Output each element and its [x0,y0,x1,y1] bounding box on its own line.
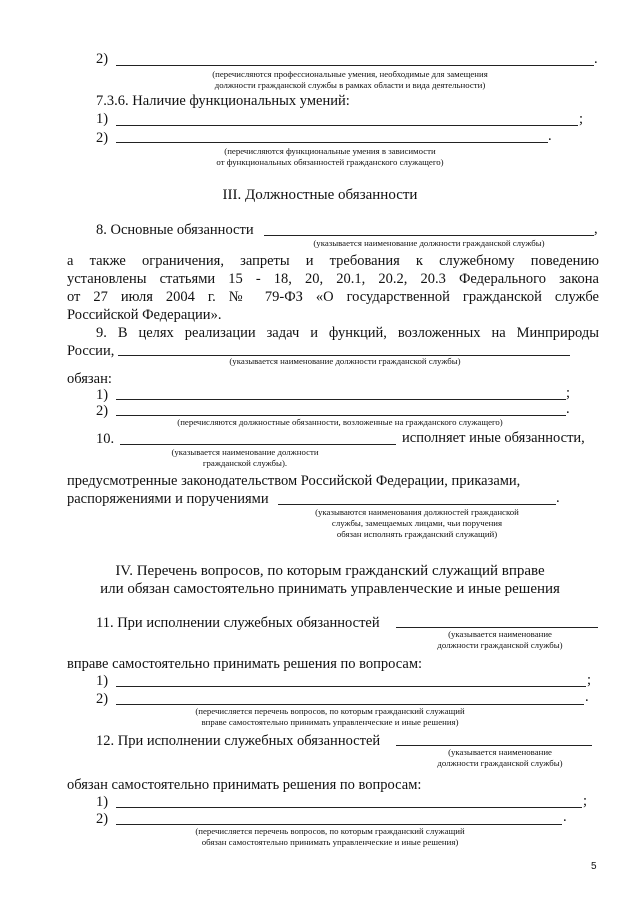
paragraph-line: 9. В целях реализации задач и функций, возложенных на Минприроды [96,325,599,341]
caption: обязан исполнять гражданский служащий) [336,529,498,539]
paragraph-line: вправе самостоятельно принимать решения по вопросам: [67,656,423,672]
caption: должности гражданской службы) [437,758,563,768]
fill-line[interactable] [116,807,582,808]
punctuation: ; [583,793,588,809]
caption: должности гражданской службы) [437,640,563,650]
list-number: 1) [96,673,109,689]
caption: (указывается наименование [448,747,552,757]
caption: гражданской службы). [202,458,288,468]
paragraph-line: установлены статьями 15 - 18, 20, 20.1, 20.2, 20.3 Федерального закона [67,271,599,287]
section-title: IV. Перечень вопросов, по которым гражданский служащий вправе [115,563,545,579]
punctuation: . [548,128,552,144]
caption: обязан самостоятельно принимать управленческие и иные решения) [201,837,459,847]
punctuation: , [594,221,598,237]
paragraph-line: обязан самостоятельно принимать решения по вопросам: [67,777,422,793]
paragraph-line: а также ограничения, запреты и требования к служебному поведению [67,253,599,269]
punctuation: ; [587,672,592,688]
fill-line[interactable] [116,415,566,416]
caption: (перечисляются должностные обязанности, возложенные на гражданского служащего) [177,417,503,427]
caption: (указывается наименование должности гражданской службы) [229,356,461,366]
fill-line[interactable] [116,125,578,126]
caption: (указывается наименование должности [171,447,319,457]
fill-line[interactable] [396,745,592,746]
caption: (перечисляется перечень вопросов, по которым гражданский служащий [195,706,465,716]
punctuation: . [556,490,560,506]
fill-line[interactable] [116,824,562,825]
list-number: 10. [96,431,115,447]
fill-line[interactable] [396,627,598,628]
paragraph-lead: России, [67,343,115,359]
paragraph-text: исполняет иные обязанности, [402,430,585,446]
list-number: 1) [96,387,109,403]
fill-line[interactable] [116,686,586,687]
punctuation: . [585,689,589,705]
caption: (указывается наименование должности гражданской службы) [313,238,545,248]
section-title: или обязан самостоятельно принимать управленческие и иные решения [100,581,560,597]
punctuation: ; [566,385,571,401]
list-number: 2) [96,811,109,827]
paragraph-line: Российской Федерации». [67,307,222,323]
punctuation: . [594,51,598,67]
fill-line[interactable] [264,235,594,236]
caption: должности гражданской службы в рамках области и вида деятельности) [214,80,486,90]
caption: службы, замещаемых лицами, чьи поручения [331,518,503,528]
fill-line[interactable] [278,504,556,505]
punctuation: . [566,401,570,417]
section-title: III. Должностные обязанности [222,187,418,203]
caption: вправе самостоятельно принимать управленческие и иные решения) [201,717,459,727]
list-number: 2) [96,403,109,419]
caption: (перечисляются профессиональные умения, необходимые для замещения [212,69,488,79]
obliged-label: обязан: [67,371,112,387]
paragraph-lead: 8. Основные обязанности [96,222,254,238]
punctuation: ; [579,111,584,127]
list-number: 2) [96,130,109,146]
list-number: 2) [96,691,109,707]
fill-line[interactable] [116,399,566,400]
fill-line[interactable] [116,65,594,66]
caption: (указывается наименование [448,629,552,639]
list-number: 1) [96,111,109,127]
list-number: 1) [96,794,109,810]
caption: (перечисляется перечень вопросов, по которым гражданский служащий [195,826,465,836]
paragraph-lead: 12. При исполнении служебных обязанностей [96,733,381,749]
caption: (перечисляются функциональные умения в зависимости [224,146,436,156]
paragraph-line: от 27 июля 2004 г. № 79-ФЗ «О государственной гражданской службе [67,289,599,305]
fill-line[interactable] [120,444,396,445]
page-number: 5 [591,861,597,872]
subsection-heading: 7.3.6. Наличие функциональных умений: [96,93,350,109]
list-number: 2) [96,51,109,67]
caption: (указываются наименования должностей гражданской [315,507,519,517]
paragraph-line: распоряжениями и поручениями [67,491,269,507]
fill-line[interactable] [116,704,584,705]
paragraph-line: предусмотренные законодательством Российской Федерации, приказами, [67,473,521,489]
paragraph-lead: 11. При исполнении служебных обязанностей [96,615,380,631]
fill-line[interactable] [116,142,548,143]
punctuation: . [563,809,567,825]
caption: от функциональных обязанностей гражданского служащего) [216,157,444,167]
